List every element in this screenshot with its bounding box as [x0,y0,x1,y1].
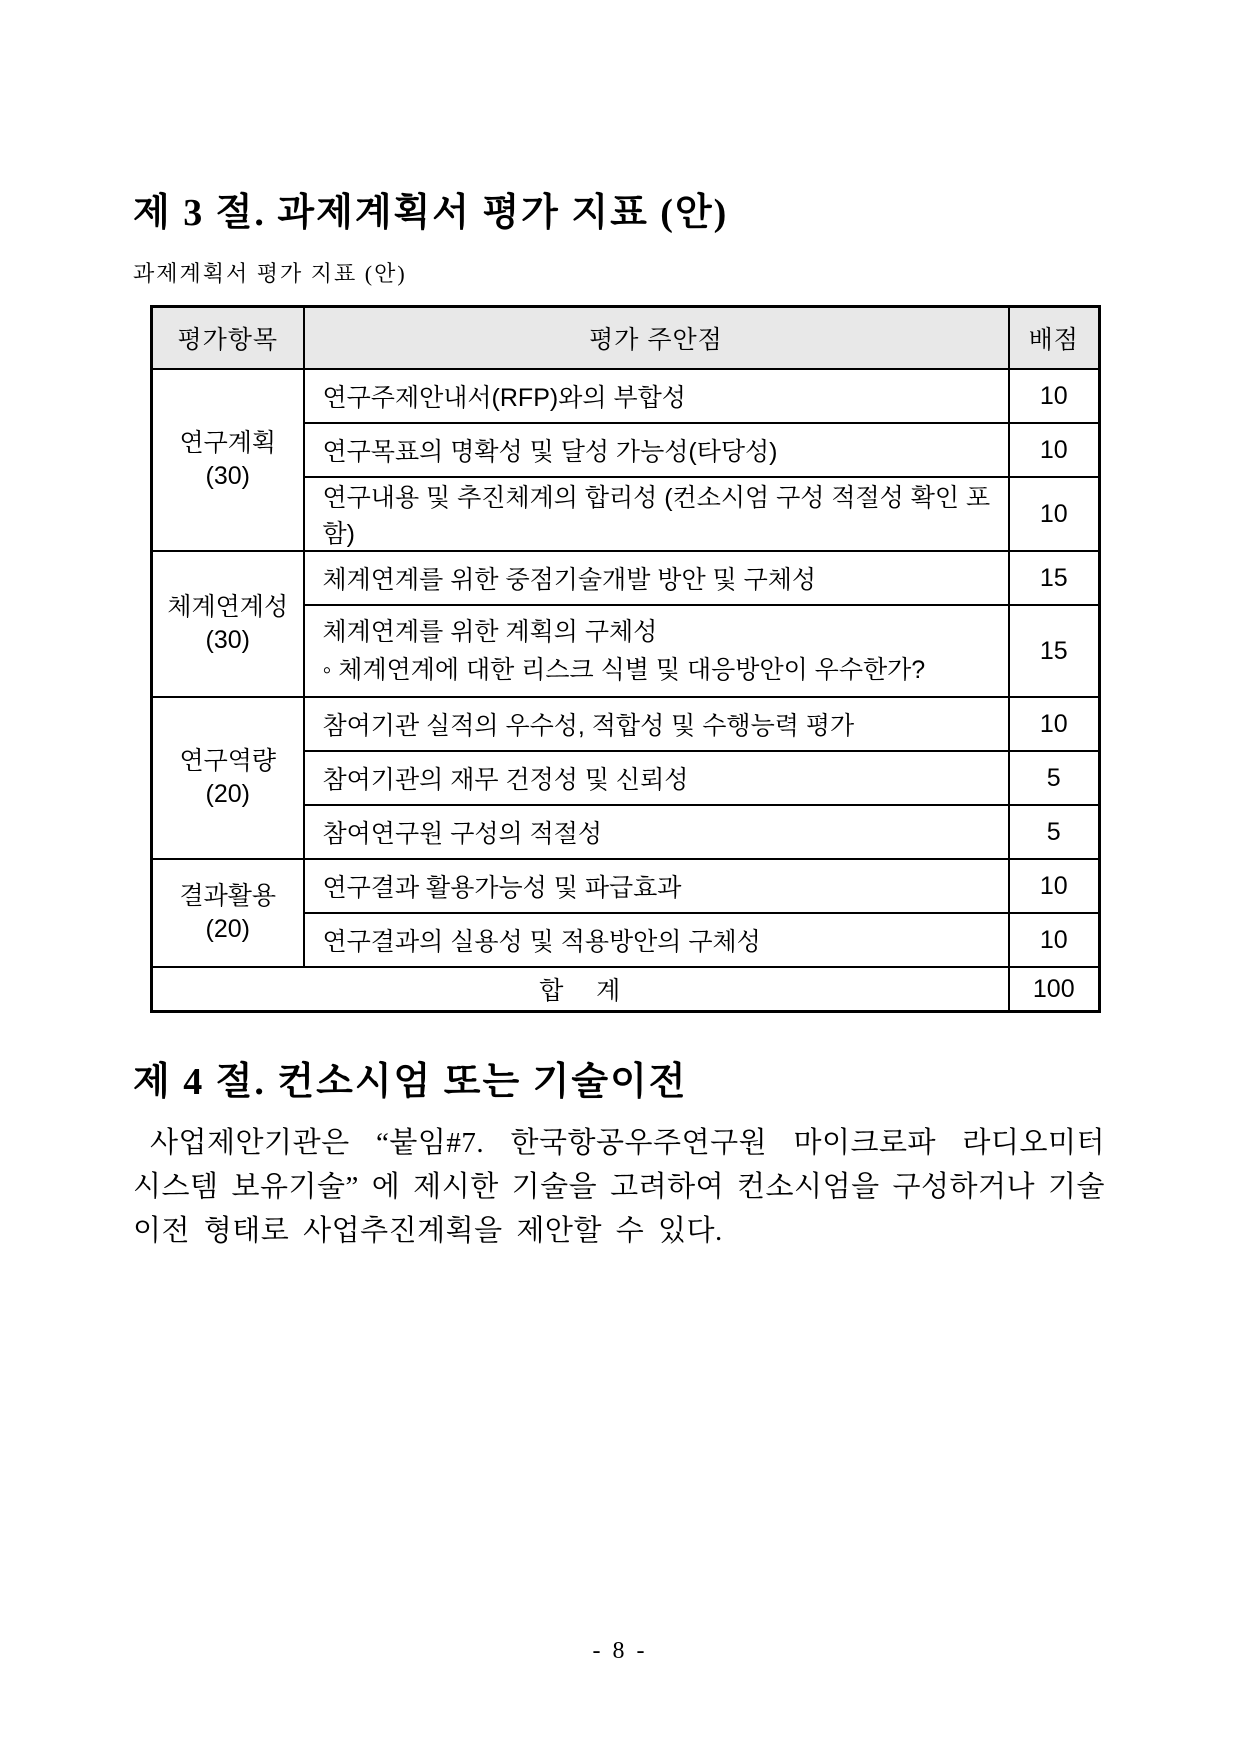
category-name: 결과활용 [179,882,277,910]
score-cell: 10 [1009,697,1100,751]
criterion-cell [304,605,1009,697]
score-cell: 15 [1009,551,1100,605]
total-label: 합 계 [152,967,1009,1012]
category-cell [152,859,304,967]
category-cell [152,369,304,551]
category-points: (30) [205,462,250,490]
criterion-text: 연구주제안내서(RFP)와의 부합성 [304,369,1009,423]
score-cell: 15 [1009,605,1100,697]
criterion-text: 연구내용 및 추진체계의 합리성 (컨소시엄 구성 적절성 확인 포함) [304,477,1009,551]
criterion-note: ◦ 체계연계에 대한 리스크 식별 및 대응방안이 우수한가? [322,656,926,684]
criterion-text: 체계연계를 위한 중점기술개발 방안 및 구체성 [304,551,1009,605]
criterion-text: 연구결과 활용가능성 및 파급효과 [304,859,1009,913]
total-score: 100 [1009,967,1100,1012]
category-cell [152,697,304,859]
category-name: 연구계획 [179,429,277,457]
body-paragraph [133,1121,1105,1253]
table-header-row [152,307,1100,370]
paragraph-line: 사업제안기관은 “붙임#7. 한국항공우주연구원 마이크로파 라디오미터 [150,1127,1105,1159]
criterion-text: 참여기관의 재무 건정성 및 신뢰성 [304,751,1009,805]
table-row [152,859,1100,913]
category-points: (20) [205,915,250,943]
category-name: 체계연계성 [167,593,289,621]
page-content [133,0,1105,1253]
header-category: 평가항목 [152,307,304,370]
header-score: 배점 [1009,307,1100,370]
page-number: - 8 - [592,1638,648,1664]
category-cell [152,551,304,697]
score-cell: 5 [1009,805,1100,859]
table-row [152,369,1100,423]
criterion-text: 연구목표의 명확성 및 달성 가능성(타당성) [304,423,1009,477]
total-row [152,967,1100,1012]
category-points: (30) [205,626,250,654]
score-cell: 10 [1009,913,1100,967]
table-row [152,697,1100,751]
score-cell: 10 [1009,859,1100,913]
paragraph-line: 시스템 보유기술” 에 제시한 기술을 고려하여 컨소시엄을 구성하거나 기술 [133,1171,1105,1203]
criterion-text: 참여연구원 구성의 적절성 [304,805,1009,859]
criterion-text: 연구결과의 실용성 및 적용방안의 구체성 [304,913,1009,967]
score-cell: 10 [1009,477,1100,551]
table-caption: 과제계획서 평가 지표 (안) [133,261,407,286]
score-cell: 10 [1009,423,1100,477]
evaluation-table [150,305,1101,1013]
paragraph-line: 이전 형태로 사업추진계획을 제안할 수 있다. [133,1215,723,1247]
header-focus: 평가 주안점 [304,307,1009,370]
criterion-text: 참여기관 실적의 우수성, 적합성 및 수행능력 평가 [304,697,1009,751]
criterion-text: 체계연계를 위한 계획의 구체성 [322,618,658,646]
category-name: 연구역량 [179,747,277,775]
score-cell: 5 [1009,751,1100,805]
category-points: (20) [205,780,250,808]
table-row [152,551,1100,605]
section-3-title: 제 3 절. 과제계획서 평가 지표 (안) [133,192,729,234]
section-4-title: 제 4 절. 컨소시엄 또는 기술이전 [133,1061,688,1103]
score-cell: 10 [1009,369,1100,423]
